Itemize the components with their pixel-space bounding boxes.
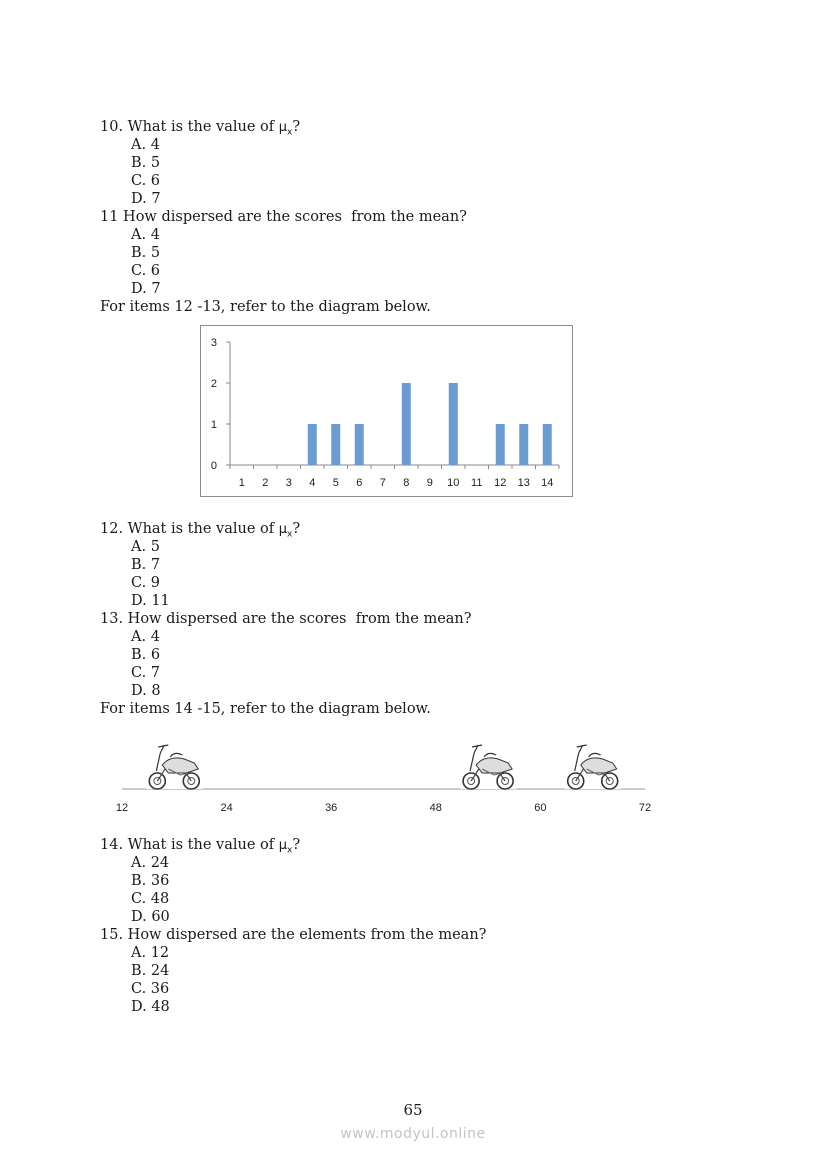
q14-option-c[interactable]: C. 48 [131, 891, 170, 907]
q11-option-a[interactable]: A. 4 [131, 227, 160, 243]
question-11: 11 How dispersed are the scores from the mean? [100, 209, 467, 225]
q10-option-c[interactable]: C. 6 [131, 173, 161, 189]
x-tick-label: 6 [356, 477, 363, 489]
bar-8 [402, 383, 411, 465]
question-12: 12. What is the value of $\mu_x$? [100, 521, 301, 540]
x-tick-label: 3 [285, 477, 292, 489]
number-line-diagram [0, 732, 826, 822]
x-tick-label: 8 [403, 477, 410, 489]
q13-option-d[interactable]: D. 8 [131, 683, 161, 699]
question-10: 10. What is the value of $\mu_x$? [100, 119, 301, 138]
number-line-tick-label: 48 [429, 802, 442, 814]
q10-option-b[interactable]: B. 5 [131, 155, 161, 171]
y-tick-label: 2 [210, 378, 217, 390]
bar-chart-svg [201, 326, 574, 498]
question-14: 14. What is the value of $\mu_x$? [100, 837, 301, 856]
x-tick-label: 1 [238, 477, 245, 489]
question-13: 13. How dispersed are the scores from the mean? [100, 611, 472, 627]
reference-items-12-13: For items 12 -13, refer to the diagram below. [100, 299, 431, 315]
q14-option-b[interactable]: B. 36 [131, 873, 170, 889]
x-tick-label: 4 [309, 477, 316, 489]
x-tick-label: 2 [262, 477, 269, 489]
q15-option-b[interactable]: B. 24 [131, 963, 170, 979]
q10-option-a[interactable]: A. 4 [131, 137, 160, 153]
q15-option-d[interactable]: D. 48 [131, 999, 170, 1015]
x-tick-label: 11 [471, 477, 483, 489]
number-line-tick-label: 12 [115, 802, 129, 814]
x-tick-label: 14 [541, 477, 554, 489]
bar-14 [543, 424, 552, 465]
x-tick-label: 13 [517, 477, 530, 489]
x-tick-label: 7 [379, 477, 386, 489]
q13-option-b[interactable]: B. 6 [131, 647, 161, 663]
bar-6 [355, 424, 364, 465]
q14-option-a[interactable]: A. 24 [131, 855, 170, 871]
bar-12 [496, 424, 505, 465]
q10-option-d[interactable]: D. 7 [131, 191, 161, 207]
q11-option-c[interactable]: C. 6 [131, 263, 161, 279]
x-tick-label: 5 [332, 477, 339, 489]
number-line-tick-label: 72 [638, 802, 652, 814]
number-line-tick-label: 36 [325, 802, 338, 814]
q14-option-d[interactable]: D. 60 [131, 909, 170, 925]
bar-13 [519, 424, 528, 465]
x-tick-label: 10 [447, 477, 460, 489]
q12-option-a[interactable]: A. 5 [131, 539, 160, 555]
watermark: www.modyul.online [340, 1126, 486, 1142]
bar-chart [200, 325, 573, 497]
q12-option-c[interactable]: C. 9 [131, 575, 161, 591]
q11-option-b[interactable]: B. 5 [131, 245, 161, 261]
y-tick-label: 3 [210, 337, 217, 349]
q15-option-c[interactable]: C. 36 [131, 981, 170, 997]
y-tick-label: 0 [210, 460, 217, 472]
question-15: 15. How dispersed are the elements from the mean? [100, 927, 487, 943]
x-tick-label: 12 [494, 477, 507, 489]
q12-option-b[interactable]: B. 7 [131, 557, 161, 573]
bar-10 [449, 383, 458, 465]
number-line-tick-label: 60 [534, 802, 547, 814]
reference-items-14-15: For items 14 -15, refer to the diagram below. [100, 701, 431, 717]
y-tick-label: 1 [210, 419, 217, 431]
bar-4 [308, 424, 317, 465]
x-tick-label: 9 [426, 477, 433, 489]
q12-option-d[interactable]: D. 11 [131, 593, 170, 609]
q13-option-a[interactable]: A. 4 [131, 629, 160, 645]
q11-option-d[interactable]: D. 7 [131, 281, 161, 297]
number-line-tick-label: 24 [220, 802, 233, 814]
page-number: 65 [403, 1101, 423, 1119]
q15-option-a[interactable]: A. 12 [131, 945, 170, 961]
bar-5 [331, 424, 340, 465]
q13-option-c[interactable]: C. 7 [131, 665, 161, 681]
